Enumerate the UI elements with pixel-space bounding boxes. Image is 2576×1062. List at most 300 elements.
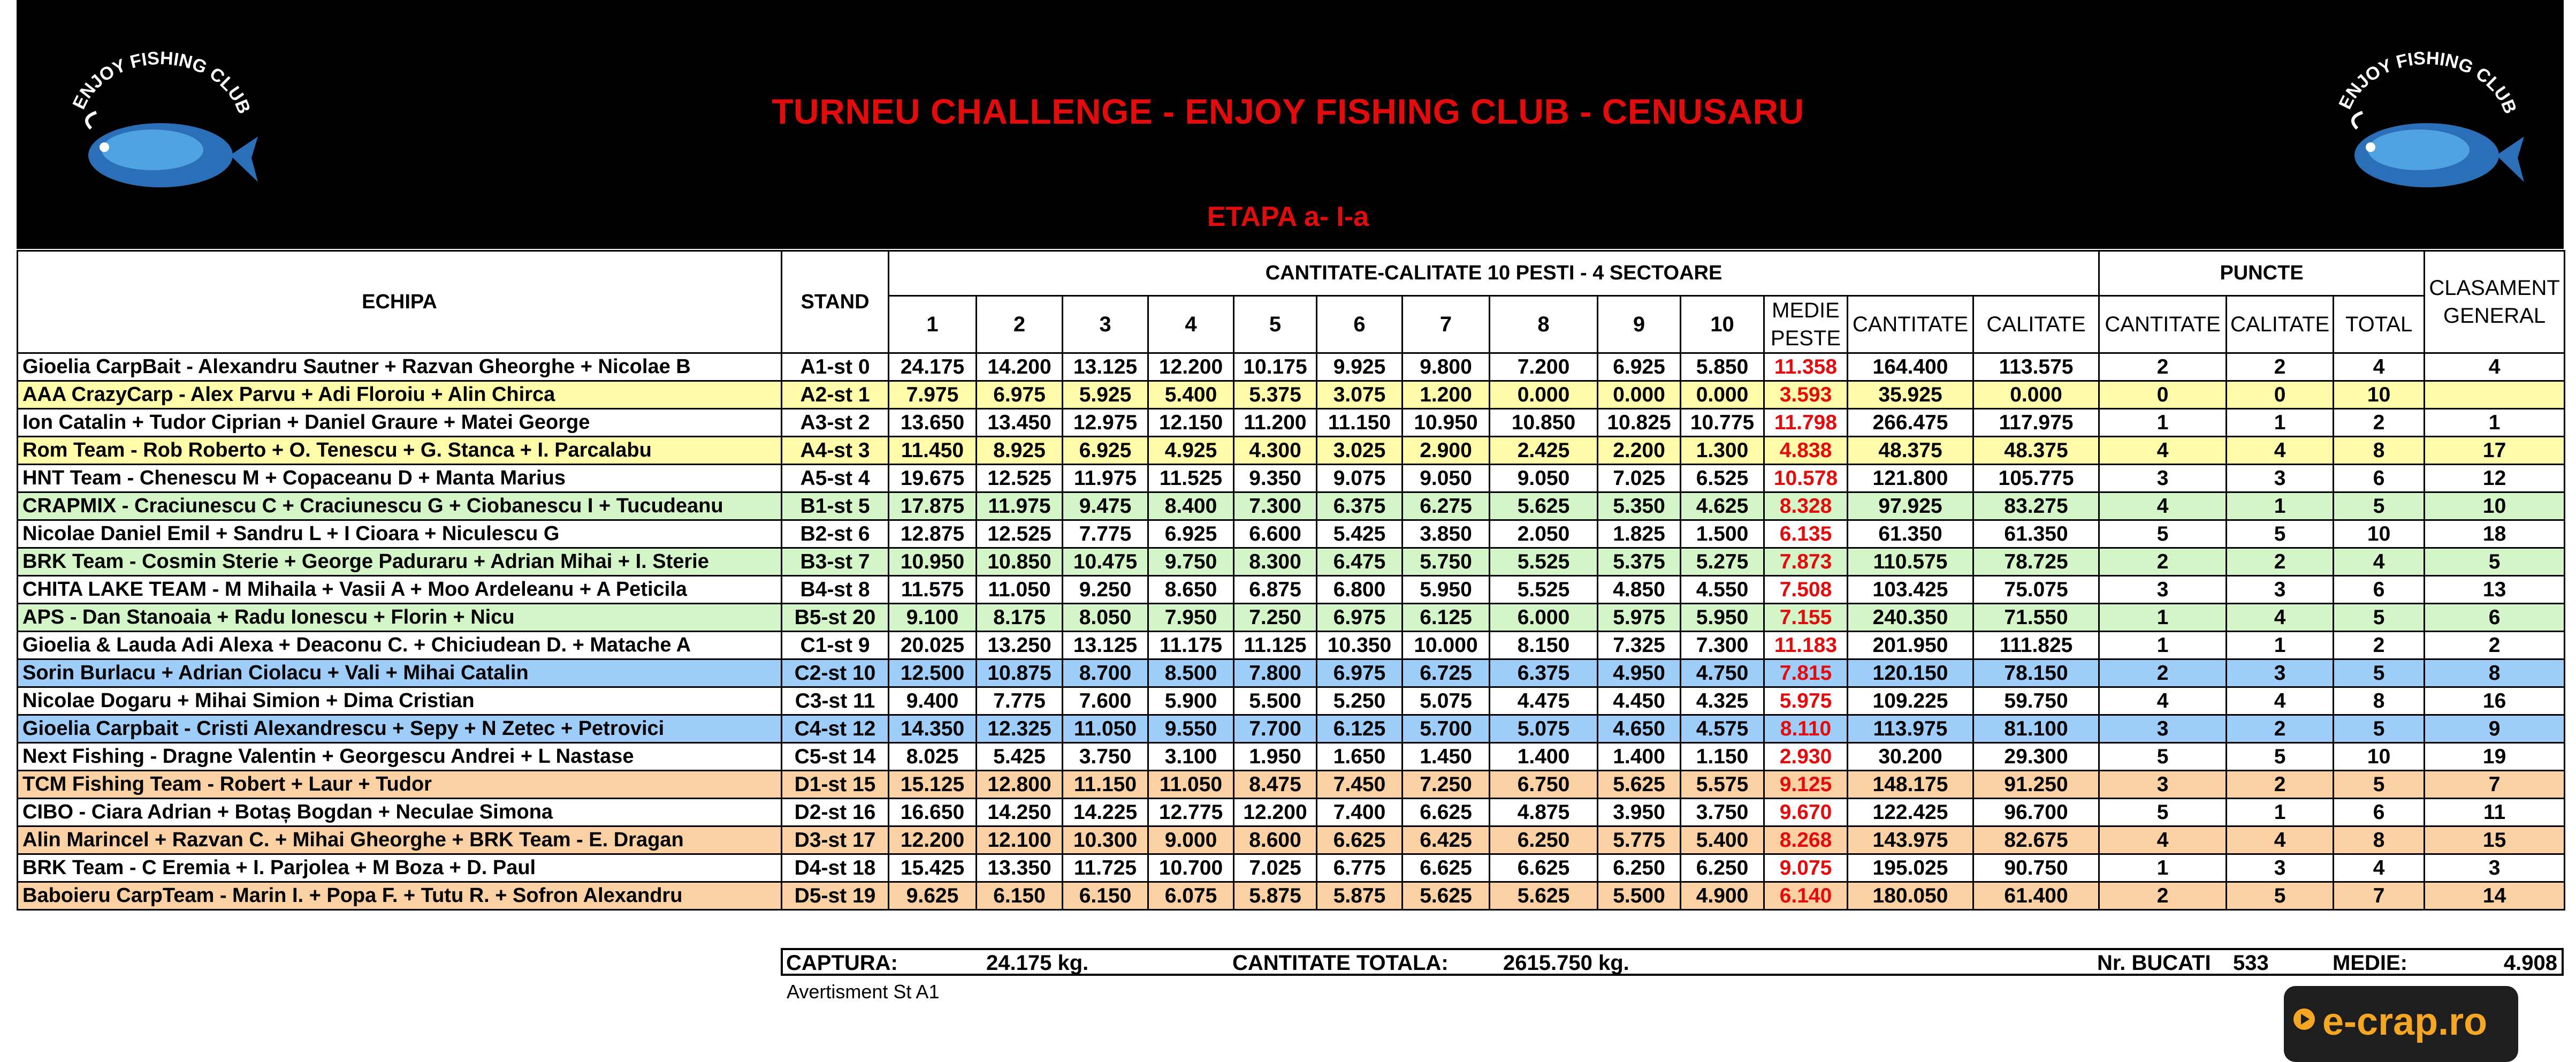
fish-weight-cell: 11.050 [1148, 771, 1234, 799]
fish-weight-cell: 1.650 [1317, 743, 1403, 771]
points-calitate-cell: 3 [2227, 576, 2334, 604]
fish-weight-cell: 5.400 [1148, 381, 1234, 409]
fish-weight-cell: 12.150 [1148, 409, 1234, 437]
clasament-cell: 12 [2425, 465, 2565, 492]
fish-weight-cell: 20.025 [889, 632, 977, 659]
team-cell: Next Fishing - Dragne Valentin + Georgescu Andrei + L Nastase [18, 743, 782, 771]
col-calitate: CALITATE [1973, 296, 2099, 353]
fish-weight-cell: 12.100 [977, 826, 1063, 854]
cantitate-cell: 61.350 [1848, 520, 1973, 548]
fish-weight-cell: 6.975 [1317, 604, 1403, 632]
fish-weight-cell: 9.250 [1063, 576, 1148, 604]
fish-weight-cell: 3.025 [1317, 437, 1403, 465]
fish-weight-cell: 1.300 [1681, 437, 1764, 465]
fish-weight-cell: 9.475 [1063, 492, 1148, 520]
fish-weight-cell: 7.250 [1403, 771, 1490, 799]
fish-weight-cell: 11.975 [1063, 465, 1148, 492]
fish-weight-cell: 11.450 [889, 437, 977, 465]
stand-cell: A3-st 2 [782, 409, 889, 437]
fish-weight-cell: 1.400 [1598, 743, 1681, 771]
fish-weight-cell: 6.375 [1490, 659, 1598, 687]
col-puncte-calitate: CALITATE [2227, 296, 2334, 353]
fish-weight-cell: 5.950 [1403, 576, 1490, 604]
team-cell: CHITA LAKE TEAM - M Mihaila + Vasii A + Moo Ardeleanu + A Peticila [18, 576, 782, 604]
fish-weight-cell: 12.200 [1234, 799, 1317, 826]
fish-weight-cell: 9.050 [1403, 465, 1490, 492]
fish-weight-cell: 8.175 [977, 604, 1063, 632]
total-value: 2615.750 kg. [1503, 951, 1629, 975]
clasament-cell: 19 [2425, 743, 2565, 771]
fish-weight-cell: 8.150 [1490, 632, 1598, 659]
points-cantitate-cell: 3 [2099, 771, 2227, 799]
fish-weight-cell: 6.150 [977, 882, 1063, 910]
fish-weight-cell: 6.075 [1148, 882, 1234, 910]
fish-weight-cell: 4.325 [1681, 687, 1764, 715]
fish-weight-cell: 4.850 [1598, 576, 1681, 604]
points-calitate-cell: 4 [2227, 826, 2334, 854]
clasament-cell: 9 [2425, 715, 2565, 743]
fish-weight-cell: 5.900 [1148, 687, 1234, 715]
fish-weight-cell: 8.050 [1063, 604, 1148, 632]
fish-weight-cell: 8.500 [1148, 659, 1234, 687]
fish-weight-cell: 19.675 [889, 465, 977, 492]
fish-weight-cell: 5.975 [1598, 604, 1681, 632]
table-row [18, 492, 2565, 520]
points-total-cell: 6 [2334, 799, 2425, 826]
fish-weight-cell: 5.275 [1681, 548, 1764, 576]
stand-cell: D1-st 15 [782, 771, 889, 799]
fish-weight-cell: 4.750 [1681, 659, 1764, 687]
fish-weight-cell: 6.750 [1490, 771, 1598, 799]
fish-weight-cell: 10.475 [1063, 548, 1148, 576]
fish-weight-cell: 7.325 [1598, 632, 1681, 659]
team-cell: APS - Dan Stanoaia + Radu Ionescu + Florin + Nicu [18, 604, 782, 632]
stand-cell: A2-st 1 [782, 381, 889, 409]
team-cell: CIBO - Ciara Adrian + Botaș Bogdan + Neculae Simona [18, 799, 782, 826]
brand-logo [2284, 986, 2518, 1062]
points-cantitate-cell: 2 [2099, 353, 2227, 381]
col-fish-3: 3 [1063, 296, 1148, 353]
cantitate-cell: 113.975 [1848, 715, 1973, 743]
col-fish-2: 2 [977, 296, 1063, 353]
points-cantitate-cell: 2 [2099, 548, 2227, 576]
col-fish-8: 8 [1490, 296, 1598, 353]
fish-weight-cell: 7.400 [1317, 799, 1403, 826]
col-fish-7: 7 [1403, 296, 1490, 353]
team-cell: Nicolae Dogaru + Mihai Simion + Dima Cristian [18, 687, 782, 715]
fish-weight-cell: 13.350 [977, 854, 1063, 882]
cantitate-cell: 120.150 [1848, 659, 1973, 687]
points-total-cell: 6 [2334, 576, 2425, 604]
fish-weight-cell: 6.525 [1681, 465, 1764, 492]
fish-weight-cell: 1.450 [1403, 743, 1490, 771]
fish-weight-cell: 6.725 [1403, 659, 1490, 687]
points-cantitate-cell: 1 [2099, 409, 2227, 437]
stand-cell: B3-st 7 [782, 548, 889, 576]
fish-weight-cell: 6.775 [1317, 854, 1403, 882]
fish-weight-cell: 6.375 [1317, 492, 1403, 520]
fish-weight-cell: 5.950 [1681, 604, 1764, 632]
medie-value: 4.908 [2503, 951, 2557, 975]
bucati-label: Nr. BUCATI [2097, 951, 2211, 975]
medie-cell: 11.798 [1764, 409, 1848, 437]
fish-weight-cell: 11.125 [1234, 632, 1317, 659]
fish-weight-cell: 15.125 [889, 771, 977, 799]
fish-weight-cell: 1.400 [1490, 743, 1598, 771]
col-clasament: CLASAMENT GENERAL [2425, 251, 2565, 353]
fish-weight-cell: 8.600 [1234, 826, 1317, 854]
team-cell: AAA CrazyCarp - Alex Parvu + Adi Floroiu + Alin Chirca [18, 381, 782, 409]
calitate-cell: 61.400 [1973, 882, 2099, 910]
fish-weight-cell: 10.175 [1234, 353, 1317, 381]
points-total-cell: 2 [2334, 409, 2425, 437]
cantitate-cell: 180.050 [1848, 882, 1973, 910]
stand-cell: B5-st 20 [782, 604, 889, 632]
calitate-cell: 91.250 [1973, 771, 2099, 799]
points-cantitate-cell: 0 [2099, 381, 2227, 409]
points-calitate-cell: 2 [2227, 353, 2334, 381]
fish-weight-cell: 4.900 [1681, 882, 1764, 910]
captura-label: CAPTURA: [786, 951, 898, 975]
team-cell: BRK Team - Cosmin Sterie + George Paduraru + Adrian Mihai + I. Sterie [18, 548, 782, 576]
cantitate-cell: 122.425 [1848, 799, 1973, 826]
fish-weight-cell: 11.050 [977, 576, 1063, 604]
fish-weight-cell: 9.050 [1490, 465, 1598, 492]
fish-weight-cell: 12.200 [1148, 353, 1234, 381]
page-title: TURNEU CHALLENGE - ENJOY FISHING CLUB - CENUSARU [772, 92, 1804, 131]
stand-cell: A1-st 0 [782, 353, 889, 381]
fish-weight-cell: 24.175 [889, 353, 977, 381]
fish-weight-cell: 5.750 [1403, 548, 1490, 576]
col-fish-4: 4 [1148, 296, 1234, 353]
fish-weight-cell: 15.425 [889, 854, 977, 882]
clasament-cell: 4 [2425, 353, 2565, 381]
fish-weight-cell: 5.625 [1490, 492, 1598, 520]
fish-weight-cell: 14.350 [889, 715, 977, 743]
fish-weight-cell: 5.625 [1490, 882, 1598, 910]
fish-weight-cell: 4.925 [1148, 437, 1234, 465]
medie-cell: 7.873 [1764, 548, 1848, 576]
points-calitate-cell: 5 [2227, 882, 2334, 910]
team-cell: Rom Team - Rob Roberto + O. Tenescu + G. Stanca + I. Parcalabu [18, 437, 782, 465]
totals-bar [781, 948, 2564, 976]
points-cantitate-cell: 4 [2099, 492, 2227, 520]
play-icon [2293, 1008, 2315, 1030]
stand-cell: C3-st 11 [782, 687, 889, 715]
points-cantitate-cell: 1 [2099, 604, 2227, 632]
stand-cell: B2-st 6 [782, 520, 889, 548]
fish-weight-cell: 5.700 [1403, 715, 1490, 743]
points-calitate-cell: 1 [2227, 492, 2334, 520]
points-total-cell: 5 [2334, 771, 2425, 799]
clasament-cell: 16 [2425, 687, 2565, 715]
stand-cell: A5-st 4 [782, 465, 889, 492]
fish-weight-cell: 10.350 [1317, 632, 1403, 659]
points-calitate-cell: 1 [2227, 799, 2334, 826]
fish-weight-cell: 8.700 [1063, 659, 1148, 687]
fish-weight-cell: 10.950 [1403, 409, 1490, 437]
points-total-cell: 10 [2334, 520, 2425, 548]
col-cantitate: CANTITATE [1848, 296, 1973, 353]
fish-weight-cell: 8.025 [889, 743, 977, 771]
clasament-cell: 14 [2425, 882, 2565, 910]
fish-weight-cell: 7.250 [1234, 604, 1317, 632]
fish-weight-cell: 6.250 [1490, 826, 1598, 854]
cantitate-cell: 97.925 [1848, 492, 1973, 520]
fish-weight-cell: 5.500 [1234, 687, 1317, 715]
fish-weight-cell: 13.125 [1063, 353, 1148, 381]
fish-weight-cell: 2.050 [1490, 520, 1598, 548]
stand-cell: D3-st 17 [782, 826, 889, 854]
medie-cell: 6.135 [1764, 520, 1848, 548]
fish-weight-cell: 14.200 [977, 353, 1063, 381]
fish-weight-cell: 9.800 [1403, 353, 1490, 381]
fish-weight-cell: 10.875 [977, 659, 1063, 687]
points-total-cell: 8 [2334, 826, 2425, 854]
fish-weight-cell: 1.825 [1598, 520, 1681, 548]
points-total-cell: 5 [2334, 715, 2425, 743]
team-cell: Sorin Burlacu + Adrian Ciolacu + Vali + Mihai Catalin [18, 659, 782, 687]
fish-weight-cell: 12.325 [977, 715, 1063, 743]
cantitate-cell: 109.225 [1848, 687, 1973, 715]
fish-weight-cell: 5.375 [1598, 548, 1681, 576]
points-cantitate-cell: 4 [2099, 687, 2227, 715]
fish-weight-cell: 1.500 [1681, 520, 1764, 548]
col-echipa: ECHIPA [18, 251, 782, 353]
points-calitate-cell: 4 [2227, 604, 2334, 632]
col-fish-1: 1 [889, 296, 977, 353]
fish-weight-cell: 4.575 [1681, 715, 1764, 743]
points-calitate-cell: 4 [2227, 437, 2334, 465]
points-total-cell: 10 [2334, 743, 2425, 771]
calitate-cell: 48.375 [1973, 437, 2099, 465]
fish-weight-cell: 8.650 [1148, 576, 1234, 604]
fish-weight-cell: 5.575 [1681, 771, 1764, 799]
fish-weight-cell: 4.450 [1598, 687, 1681, 715]
fish-weight-cell: 6.625 [1403, 799, 1490, 826]
table-row [18, 826, 2565, 854]
fish-weight-cell: 5.375 [1234, 381, 1317, 409]
clasament-cell: 18 [2425, 520, 2565, 548]
fish-weight-cell: 6.475 [1317, 548, 1403, 576]
medie-cell: 8.328 [1764, 492, 1848, 520]
clasament-cell: 11 [2425, 799, 2565, 826]
fish-weight-cell: 10.700 [1148, 854, 1234, 882]
fish-weight-cell: 12.200 [889, 826, 977, 854]
fish-weight-cell: 7.775 [977, 687, 1063, 715]
fish-weight-cell: 10.950 [889, 548, 977, 576]
fish-weight-cell: 11.175 [1148, 632, 1234, 659]
fish-weight-cell: 8.300 [1234, 548, 1317, 576]
stand-cell: C4-st 12 [782, 715, 889, 743]
stand-cell: C5-st 14 [782, 743, 889, 771]
team-cell: TCM Fishing Team - Robert + Laur + Tudor [18, 771, 782, 799]
fish-weight-cell: 2.900 [1403, 437, 1490, 465]
fish-weight-cell: 6.875 [1234, 576, 1317, 604]
points-total-cell: 4 [2334, 353, 2425, 381]
fish-weight-cell: 11.200 [1234, 409, 1317, 437]
team-cell: BRK Team - C Eremia + I. Parjolea + M Boza + D. Paul [18, 854, 782, 882]
fish-weight-cell: 6.925 [1148, 520, 1234, 548]
table-row [18, 771, 2565, 799]
calitate-cell: 96.700 [1973, 799, 2099, 826]
points-cantitate-cell: 2 [2099, 659, 2227, 687]
fish-weight-cell: 7.300 [1234, 492, 1317, 520]
cantitate-cell: 35.925 [1848, 381, 1973, 409]
fish-weight-cell: 12.775 [1148, 799, 1234, 826]
fish-weight-cell: 4.475 [1490, 687, 1598, 715]
stand-cell: D2-st 16 [782, 799, 889, 826]
team-cell: Gioelia Carpbait - Cristi Alexandrescu + Sepy + N Zetec + Petrovici [18, 715, 782, 743]
table-row [18, 743, 2565, 771]
points-calitate-cell: 4 [2227, 687, 2334, 715]
stand-cell: D5-st 19 [782, 882, 889, 910]
fish-weight-cell: 5.350 [1598, 492, 1681, 520]
cantitate-cell: 103.425 [1848, 576, 1973, 604]
table-row [18, 576, 2565, 604]
fish-weight-cell: 6.250 [1598, 854, 1681, 882]
calitate-cell: 111.825 [1973, 632, 2099, 659]
fish-weight-cell: 6.425 [1403, 826, 1490, 854]
fish-weight-cell: 13.650 [889, 409, 977, 437]
fish-weight-cell: 11.575 [889, 576, 977, 604]
medie-cell: 3.593 [1764, 381, 1848, 409]
table-row [18, 409, 2565, 437]
fish-weight-cell: 7.200 [1490, 353, 1598, 381]
logo-text-left: ENJOY FISHING CLUB [68, 48, 255, 117]
table-row [18, 882, 2565, 910]
fish-weight-cell: 11.975 [977, 492, 1063, 520]
fish-weight-cell: 9.550 [1148, 715, 1234, 743]
logo-text-right: ENJOY FISHING CLUB [2335, 48, 2521, 117]
col-puncte-total: TOTAL [2334, 296, 2425, 353]
cantitate-cell: 121.800 [1848, 465, 1973, 492]
calitate-cell: 82.675 [1973, 826, 2099, 854]
fish-weight-cell: 7.450 [1317, 771, 1403, 799]
stand-cell: B1-st 5 [782, 492, 889, 520]
calitate-cell: 90.750 [1973, 854, 2099, 882]
table-row [18, 715, 2565, 743]
results-table [17, 250, 2565, 911]
fish-weight-cell: 0.000 [1598, 381, 1681, 409]
team-cell: HNT Team - Chenescu M + Copaceanu D + Manta Marius [18, 465, 782, 492]
points-total-cell: 5 [2334, 604, 2425, 632]
cantitate-cell: 240.350 [1848, 604, 1973, 632]
table-row [18, 437, 2565, 465]
table-row [18, 465, 2565, 492]
points-total-cell: 10 [2334, 381, 2425, 409]
fish-weight-cell: 6.800 [1317, 576, 1403, 604]
fish-weight-cell: 6.000 [1490, 604, 1598, 632]
fish-weight-cell: 6.625 [1403, 854, 1490, 882]
calitate-cell: 61.350 [1973, 520, 2099, 548]
points-calitate-cell: 3 [2227, 465, 2334, 492]
col-medie: MEDIE PESTE [1764, 296, 1848, 353]
points-calitate-cell: 2 [2227, 715, 2334, 743]
fish-weight-cell: 5.775 [1598, 826, 1681, 854]
table-row [18, 548, 2565, 576]
calitate-cell: 75.075 [1973, 576, 2099, 604]
stand-cell: A4-st 3 [782, 437, 889, 465]
fish-weight-cell: 9.075 [1317, 465, 1403, 492]
fish-weight-cell: 7.700 [1234, 715, 1317, 743]
fish-weight-cell: 10.850 [1490, 409, 1598, 437]
col-fish-10: 10 [1681, 296, 1764, 353]
points-total-cell: 7 [2334, 882, 2425, 910]
fish-weight-cell: 7.975 [889, 381, 977, 409]
clasament-cell: 1 [2425, 409, 2565, 437]
points-cantitate-cell: 5 [2099, 520, 2227, 548]
fish-weight-cell: 10.825 [1598, 409, 1681, 437]
cantitate-cell: 30.200 [1848, 743, 1973, 771]
fish-weight-cell: 6.975 [977, 381, 1063, 409]
fish-weight-cell: 10.775 [1681, 409, 1764, 437]
stand-cell: C2-st 10 [782, 659, 889, 687]
points-cantitate-cell: 5 [2099, 743, 2227, 771]
fish-weight-cell: 6.125 [1317, 715, 1403, 743]
fish-weight-cell: 14.225 [1063, 799, 1148, 826]
calitate-cell: 78.725 [1973, 548, 2099, 576]
medie-cell: 5.975 [1764, 687, 1848, 715]
table-row [18, 520, 2565, 548]
fish-weight-cell: 11.150 [1063, 771, 1148, 799]
fish-weight-cell: 5.525 [1490, 576, 1598, 604]
calitate-cell: 81.100 [1973, 715, 2099, 743]
col-group-puncte: PUNCTE [2099, 251, 2425, 296]
fish-weight-cell: 0.000 [1490, 381, 1598, 409]
fish-weight-cell: 5.875 [1234, 882, 1317, 910]
calitate-cell: 71.550 [1973, 604, 2099, 632]
fish-weight-cell: 12.975 [1063, 409, 1148, 437]
points-total-cell: 8 [2334, 437, 2425, 465]
fish-weight-cell: 12.525 [977, 465, 1063, 492]
fish-weight-cell: 8.925 [977, 437, 1063, 465]
fish-weight-cell: 3.750 [1681, 799, 1764, 826]
points-cantitate-cell: 4 [2099, 826, 2227, 854]
points-calitate-cell: 5 [2227, 520, 2334, 548]
medie-cell: 8.268 [1764, 826, 1848, 854]
clasament-cell: 15 [2425, 826, 2565, 854]
points-cantitate-cell: 3 [2099, 465, 2227, 492]
fish-weight-cell: 14.250 [977, 799, 1063, 826]
fish-weight-cell: 8.475 [1234, 771, 1317, 799]
team-cell: CRAPMIX - Craciunescu C + Craciunescu G + Ciobanescu I + Tucudeanu [18, 492, 782, 520]
results-body [18, 353, 2565, 910]
fish-weight-cell: 7.800 [1234, 659, 1317, 687]
fish-weight-cell: 6.925 [1598, 353, 1681, 381]
fish-weight-cell: 12.525 [977, 520, 1063, 548]
medie-cell: 8.110 [1764, 715, 1848, 743]
col-stand: STAND [782, 251, 889, 353]
table-row [18, 353, 2565, 381]
col-puncte-cantitate: CANTITATE [2099, 296, 2227, 353]
fish-weight-cell: 9.925 [1317, 353, 1403, 381]
team-cell: Nicolae Daniel Emil + Sandru L + I Cioara + Niculescu G [18, 520, 782, 548]
team-cell: Gioelia CarpBait - Alexandru Sautner + Razvan Gheorghe + Nicolae B [18, 353, 782, 381]
fish-weight-cell: 6.625 [1490, 854, 1598, 882]
fish-weight-cell: 6.125 [1403, 604, 1490, 632]
points-total-cell: 5 [2334, 659, 2425, 687]
fish-weight-cell: 5.850 [1681, 353, 1764, 381]
fish-weight-cell: 9.350 [1234, 465, 1317, 492]
fish-weight-cell: 11.525 [1148, 465, 1234, 492]
medie-cell: 7.508 [1764, 576, 1848, 604]
clasament-cell: 13 [2425, 576, 2565, 604]
clasament-cell [2425, 381, 2565, 409]
points-cantitate-cell: 3 [2099, 576, 2227, 604]
points-total-cell: 4 [2334, 548, 2425, 576]
fish-weight-cell: 17.875 [889, 492, 977, 520]
